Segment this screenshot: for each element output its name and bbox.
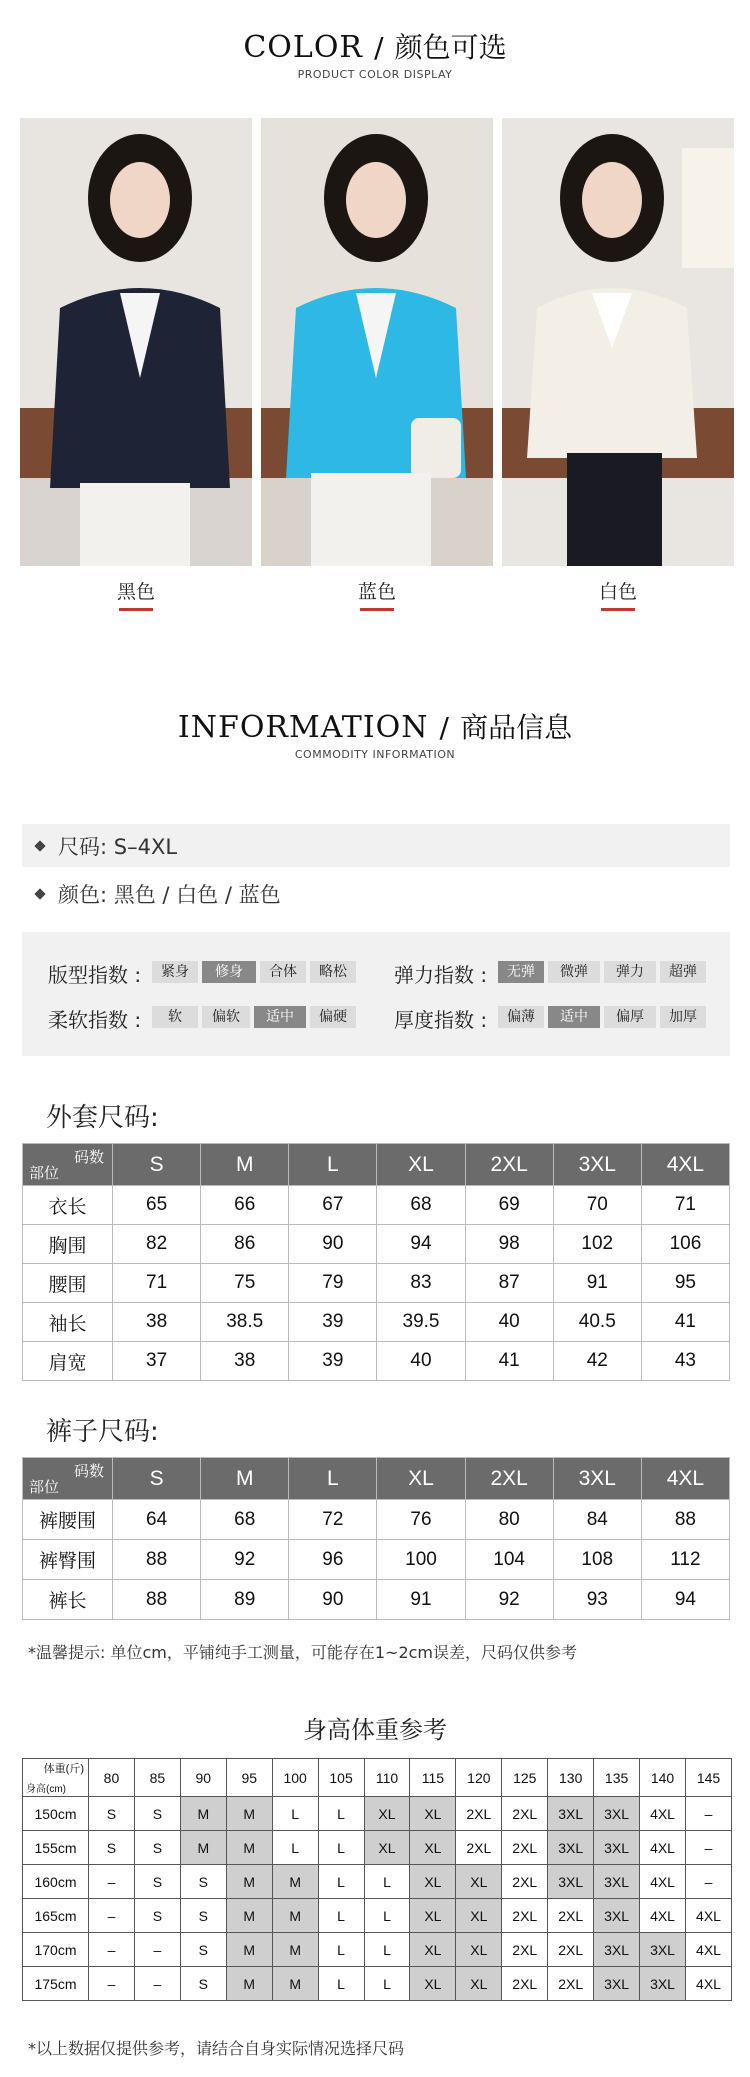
size-cell: L xyxy=(318,1831,364,1865)
jacket-size-title: 外套尺码: xyxy=(46,1103,159,1133)
table-row xyxy=(23,1865,732,1899)
size-cell: S xyxy=(180,1933,226,1967)
weight-header: 100 xyxy=(272,1759,318,1797)
table-cell: 91 xyxy=(377,1580,465,1620)
table-cell: 71 xyxy=(641,1186,729,1225)
elastic-option-0-selected: 无弹 xyxy=(498,961,544,983)
row-label: 胸围 xyxy=(23,1225,113,1264)
size-cell: M xyxy=(226,1831,272,1865)
jacket-size-table xyxy=(22,1143,730,1381)
row-label: 肩宽 xyxy=(23,1342,113,1381)
thickness-option-3: 加厚 xyxy=(660,1006,706,1028)
table-row xyxy=(23,1540,730,1580)
info-title-cn: 商品信息 xyxy=(460,711,573,744)
size-cell: S xyxy=(180,1899,226,1933)
info-title-sep: / xyxy=(439,711,449,744)
corner-size-label: 码数 xyxy=(73,1463,104,1480)
fit-option-1-selected: 修身 xyxy=(202,961,256,983)
size-cell: M xyxy=(272,1933,318,1967)
height-label: 160cm xyxy=(23,1865,89,1899)
table-cell: 112 xyxy=(641,1540,729,1580)
size-cell: 4XL xyxy=(685,1933,731,1967)
size-cell: 2XL xyxy=(502,1933,548,1967)
weight-header: 140 xyxy=(640,1759,686,1797)
size-cell: XL xyxy=(410,1933,456,1967)
product-index-panel xyxy=(22,932,730,1056)
size-cell: XL xyxy=(456,1899,502,1933)
row-label: 裤腰围 xyxy=(23,1500,113,1540)
fit-option-3: 略松 xyxy=(310,961,356,983)
weight-header: 120 xyxy=(456,1759,502,1797)
table-cell: 95 xyxy=(641,1264,729,1303)
table-cell: 75 xyxy=(201,1264,289,1303)
corner-size-label: 码数 xyxy=(73,1149,104,1166)
size-cell: 3XL xyxy=(640,1933,686,1967)
size-cell: – xyxy=(89,1967,135,2001)
size-cell: M xyxy=(226,1933,272,1967)
size-cell: M xyxy=(226,1967,272,2001)
table-cell: 94 xyxy=(641,1580,729,1620)
weight-header: 135 xyxy=(594,1759,640,1797)
size-cell: 3XL xyxy=(594,1967,640,2001)
weight-header: 80 xyxy=(89,1759,135,1797)
size-cell: XL xyxy=(364,1797,410,1831)
size-cell: XL xyxy=(456,1967,502,2001)
size-cell: L xyxy=(364,1899,410,1933)
table-row xyxy=(23,1933,732,1967)
height-weight-title: 身高体重参考 xyxy=(303,1716,447,1744)
size-cell: 3XL xyxy=(640,1967,686,2001)
size-cell: S xyxy=(180,1967,226,2001)
row-label: 腰围 xyxy=(23,1264,113,1303)
color-options-text: 颜色: 黑色 / 白色 / 蓝色 xyxy=(58,882,281,907)
color-underline-blue xyxy=(360,608,394,611)
table-corner-cell xyxy=(23,1458,113,1500)
table-cell: 40 xyxy=(465,1303,553,1342)
table-cell: 90 xyxy=(289,1225,377,1264)
size-cell: S xyxy=(89,1797,135,1831)
size-header: S xyxy=(113,1458,201,1500)
table-cell: 39 xyxy=(289,1342,377,1381)
softness-option-0: 软 xyxy=(152,1006,198,1028)
size-cell: 3XL xyxy=(548,1865,594,1899)
color-label-blue: 蓝色 xyxy=(357,581,396,603)
table-cell: 37 xyxy=(113,1342,201,1381)
table-cell: 39.5 xyxy=(377,1303,465,1342)
size-cell: L xyxy=(364,1933,410,1967)
size-cell: M xyxy=(180,1797,226,1831)
size-cell: 3XL xyxy=(548,1797,594,1831)
table-row xyxy=(23,1831,732,1865)
footer-note: *以上数据仅提供参考，请结合自身实际情况选择尺码 xyxy=(28,2039,405,2058)
size-cell: L xyxy=(318,1865,364,1899)
size-cell: – xyxy=(685,1865,731,1899)
size-cell: M xyxy=(272,1899,318,1933)
size-header: L xyxy=(289,1458,377,1500)
table-cell: 40 xyxy=(377,1342,465,1381)
size-cell: – xyxy=(685,1797,731,1831)
size-cell: L xyxy=(318,1933,364,1967)
table-cell: 88 xyxy=(641,1500,729,1540)
size-cell: – xyxy=(89,1899,135,1933)
height-label: 175cm xyxy=(23,1967,89,2001)
spec-size-range xyxy=(22,824,730,867)
size-cell: 2XL xyxy=(502,1831,548,1865)
table-row xyxy=(23,1899,732,1933)
color-underline-white xyxy=(601,608,635,611)
table-cell: 106 xyxy=(641,1225,729,1264)
size-cell: – xyxy=(89,1865,135,1899)
table-cell: 71 xyxy=(113,1264,201,1303)
size-cell: S xyxy=(180,1865,226,1899)
size-cell: 2XL xyxy=(548,1933,594,1967)
pants-size-title: 裤子尺码: xyxy=(46,1417,159,1447)
fit-option-0: 紧身 xyxy=(152,961,198,983)
size-header: S xyxy=(113,1144,201,1186)
size-cell: XL xyxy=(410,1865,456,1899)
size-cell: 2XL xyxy=(502,1797,548,1831)
size-cell: M xyxy=(226,1865,272,1899)
table-cell: 93 xyxy=(553,1580,641,1620)
softness-option-3: 偏硬 xyxy=(310,1006,356,1028)
size-cell: XL xyxy=(456,1933,502,1967)
table-cell: 67 xyxy=(289,1186,377,1225)
size-cell: L xyxy=(272,1797,318,1831)
table-cell: 84 xyxy=(553,1500,641,1540)
table-cell: 39 xyxy=(289,1303,377,1342)
weight-header: 125 xyxy=(502,1759,548,1797)
elastic-option-1: 微弹 xyxy=(548,961,600,983)
size-header: 2XL xyxy=(465,1144,553,1186)
size-cell: XL xyxy=(364,1831,410,1865)
elastic-index-label: 弹力指数 : xyxy=(394,963,488,987)
table-row xyxy=(23,1225,730,1264)
size-header: 3XL xyxy=(553,1144,641,1186)
height-label: 170cm xyxy=(23,1933,89,1967)
size-cell: 3XL xyxy=(594,1933,640,1967)
weight-header: 95 xyxy=(226,1759,272,1797)
size-cell: S xyxy=(134,1865,180,1899)
table-cell: 92 xyxy=(201,1540,289,1580)
info-subtitle: COMMODITY INFORMATION xyxy=(294,748,456,761)
table-row xyxy=(23,1264,730,1303)
height-label: 150cm xyxy=(23,1797,89,1831)
table-cell: 70 xyxy=(553,1186,641,1225)
table-corner-cell xyxy=(23,1759,89,1797)
table-corner-cell xyxy=(23,1144,113,1186)
table-row xyxy=(23,1342,730,1381)
table-cell: 66 xyxy=(201,1186,289,1225)
table-cell: 42 xyxy=(553,1342,641,1381)
product-photo-black xyxy=(20,118,252,566)
size-cell: L xyxy=(318,1899,364,1933)
bullet-icon xyxy=(34,840,45,851)
table-cell: 104 xyxy=(465,1540,553,1580)
size-cell: 3XL xyxy=(594,1865,640,1899)
table-cell: 76 xyxy=(377,1500,465,1540)
weight-header: 145 xyxy=(685,1759,731,1797)
size-cell: 3XL xyxy=(594,1831,640,1865)
table-row xyxy=(23,1303,730,1342)
table-cell: 38 xyxy=(113,1303,201,1342)
table-cell: 86 xyxy=(201,1225,289,1264)
row-label: 裤长 xyxy=(23,1580,113,1620)
size-cell: 4XL xyxy=(685,1967,731,2001)
color-label-white: 白色 xyxy=(598,581,637,603)
thickness-option-0: 偏薄 xyxy=(498,1006,544,1028)
size-cell: 4XL xyxy=(640,1797,686,1831)
table-cell: 92 xyxy=(465,1580,553,1620)
weight-header: 110 xyxy=(364,1759,410,1797)
size-cell: 2XL xyxy=(502,1865,548,1899)
size-header: 4XL xyxy=(641,1458,729,1500)
softness-index-label: 柔软指数 : xyxy=(48,1008,142,1032)
size-range-text: 尺码: S–4XL xyxy=(58,834,178,859)
table-row xyxy=(23,1186,730,1225)
table-cell: 69 xyxy=(465,1186,553,1225)
table-cell: 87 xyxy=(465,1264,553,1303)
softness-option-2-selected: 适中 xyxy=(254,1006,306,1028)
elastic-option-3: 超弹 xyxy=(660,961,706,983)
table-cell: 40.5 xyxy=(553,1303,641,1342)
size-cell: – xyxy=(134,1967,180,2001)
size-cell: XL xyxy=(410,1797,456,1831)
table-cell: 91 xyxy=(553,1264,641,1303)
size-cell: M xyxy=(226,1899,272,1933)
corner-height-label: 身高(cm) xyxy=(26,1784,66,1795)
size-cell: XL xyxy=(456,1865,502,1899)
table-cell: 79 xyxy=(289,1264,377,1303)
corner-part-label: 部位 xyxy=(29,1479,60,1496)
table-cell: 94 xyxy=(377,1225,465,1264)
size-cell: – xyxy=(685,1831,731,1865)
size-cell: 4XL xyxy=(685,1899,731,1933)
table-cell: 83 xyxy=(377,1264,465,1303)
table-cell: 96 xyxy=(289,1540,377,1580)
color-title-sep: / xyxy=(374,31,384,64)
table-cell: 98 xyxy=(465,1225,553,1264)
weight-header: 115 xyxy=(410,1759,456,1797)
table-cell: 41 xyxy=(641,1303,729,1342)
size-header: 4XL xyxy=(641,1144,729,1186)
size-header: L xyxy=(289,1144,377,1186)
size-cell: S xyxy=(134,1831,180,1865)
row-label: 裤臀围 xyxy=(23,1540,113,1580)
table-cell: 108 xyxy=(553,1540,641,1580)
table-cell: 88 xyxy=(113,1540,201,1580)
table-cell: 65 xyxy=(113,1186,201,1225)
size-cell: L xyxy=(318,1967,364,2001)
table-cell: 80 xyxy=(465,1500,553,1540)
pants-size-table xyxy=(22,1457,730,1620)
table-cell: 38 xyxy=(201,1342,289,1381)
size-cell: 2XL xyxy=(456,1797,502,1831)
color-subtitle: PRODUCT COLOR DISPLAY xyxy=(297,68,453,81)
table-cell: 68 xyxy=(201,1500,289,1540)
size-cell: 4XL xyxy=(640,1865,686,1899)
color-section-header xyxy=(0,26,750,66)
color-title-en: COLOR xyxy=(243,30,363,65)
spec-color-options xyxy=(22,872,730,915)
table-cell: 82 xyxy=(113,1225,201,1264)
size-header: XL xyxy=(377,1458,465,1500)
size-cell: L xyxy=(364,1865,410,1899)
measure-note: *温馨提示: 单位cm，平铺纯手工测量，可能存在1~2cm误差，尺码仅供参考 xyxy=(28,1643,578,1662)
table-cell: 64 xyxy=(113,1500,201,1540)
weight-header: 130 xyxy=(548,1759,594,1797)
color-title-cn: 颜色可选 xyxy=(394,31,507,64)
height-label: 165cm xyxy=(23,1899,89,1933)
size-cell: S xyxy=(89,1831,135,1865)
size-cell: 2XL xyxy=(456,1831,502,1865)
size-cell: L xyxy=(272,1831,318,1865)
size-cell: M xyxy=(272,1865,318,1899)
size-cell: M xyxy=(180,1831,226,1865)
table-cell: 41 xyxy=(465,1342,553,1381)
size-cell: S xyxy=(134,1797,180,1831)
table-cell: 43 xyxy=(641,1342,729,1381)
table-cell: 90 xyxy=(289,1580,377,1620)
row-label: 衣长 xyxy=(23,1186,113,1225)
size-cell: 2XL xyxy=(502,1967,548,2001)
table-cell: 102 xyxy=(553,1225,641,1264)
size-cell: – xyxy=(89,1933,135,1967)
size-cell: XL xyxy=(410,1831,456,1865)
size-cell: 4XL xyxy=(640,1899,686,1933)
size-cell: 4XL xyxy=(640,1831,686,1865)
table-row xyxy=(23,1967,732,2001)
table-cell: 89 xyxy=(201,1580,289,1620)
row-label: 袖长 xyxy=(23,1303,113,1342)
size-cell: 3XL xyxy=(594,1797,640,1831)
thickness-option-1-selected: 适中 xyxy=(548,1006,600,1028)
table-cell: 38.5 xyxy=(201,1303,289,1342)
size-cell: 2XL xyxy=(548,1967,594,2001)
size-header: M xyxy=(201,1458,289,1500)
height-weight-table xyxy=(22,1758,732,2001)
size-cell: – xyxy=(134,1933,180,1967)
size-cell: XL xyxy=(410,1967,456,2001)
table-cell: 88 xyxy=(113,1580,201,1620)
elastic-option-2: 弹力 xyxy=(604,961,656,983)
height-label: 155cm xyxy=(23,1831,89,1865)
size-cell: S xyxy=(134,1899,180,1933)
weight-header: 90 xyxy=(180,1759,226,1797)
size-cell: L xyxy=(318,1797,364,1831)
fit-index-label: 版型指数 : xyxy=(48,963,142,987)
product-photo-white xyxy=(502,118,734,566)
info-section-header xyxy=(0,706,750,746)
corner-weight-label: 体重(斤) xyxy=(43,1763,84,1775)
thickness-option-2: 偏厚 xyxy=(604,1006,656,1028)
table-cell: 72 xyxy=(289,1500,377,1540)
thickness-index-label: 厚度指数 : xyxy=(394,1008,488,1032)
table-row xyxy=(23,1580,730,1620)
corner-part-label: 部位 xyxy=(29,1165,60,1182)
size-cell: M xyxy=(226,1797,272,1831)
size-header: M xyxy=(201,1144,289,1186)
table-cell: 100 xyxy=(377,1540,465,1580)
softness-option-1: 偏软 xyxy=(202,1006,250,1028)
table-row xyxy=(23,1797,732,1831)
table-cell: 68 xyxy=(377,1186,465,1225)
size-cell: M xyxy=(272,1967,318,2001)
size-header: 2XL xyxy=(465,1458,553,1500)
product-photo-blue xyxy=(261,118,493,566)
bullet-icon xyxy=(34,888,45,899)
size-cell: 3XL xyxy=(548,1831,594,1865)
size-cell: L xyxy=(364,1967,410,2001)
color-label-black: 黑色 xyxy=(116,581,155,603)
fit-option-2: 合体 xyxy=(260,961,306,983)
color-underline-black xyxy=(119,608,153,611)
table-row xyxy=(23,1500,730,1540)
size-cell: 2XL xyxy=(548,1899,594,1933)
size-header: XL xyxy=(377,1144,465,1186)
weight-header: 85 xyxy=(134,1759,180,1797)
size-cell: 3XL xyxy=(594,1899,640,1933)
weight-header: 105 xyxy=(318,1759,364,1797)
size-cell: 2XL xyxy=(502,1899,548,1933)
size-header: 3XL xyxy=(553,1458,641,1500)
size-cell: XL xyxy=(410,1899,456,1933)
info-title-en: INFORMATION xyxy=(177,710,429,745)
